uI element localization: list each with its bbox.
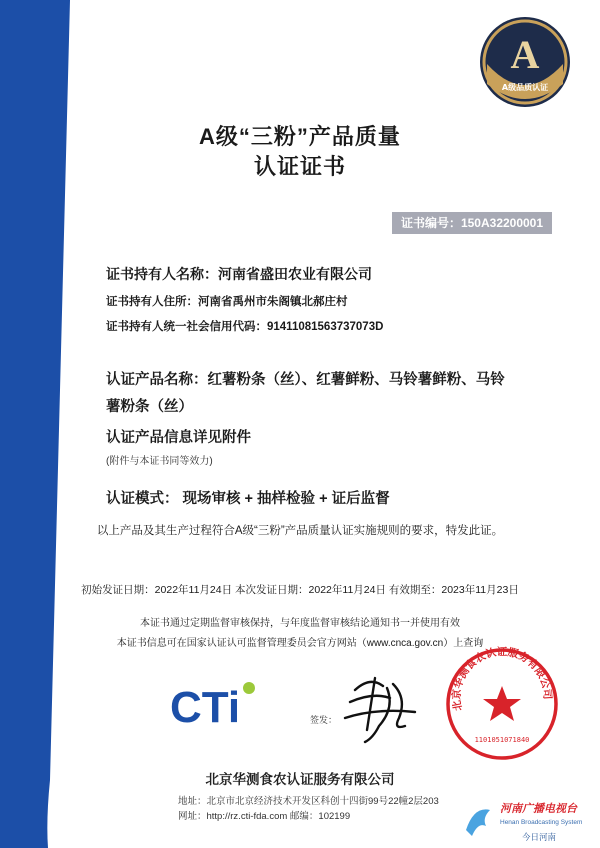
henan-tv-watermark <box>460 796 600 848</box>
product-info-note: (附件与本证书同等效力) <box>106 456 213 467</box>
issuer-address: 地址：北京市北京经济技术开发区科创十四街99号22幢2层203 <box>178 796 439 807</box>
seal-number: 1101051071840 <box>474 736 530 744</box>
holder-address: 证书持有人住所：河南省禹州市朱阁镇北郝庄村 <box>106 296 348 308</box>
signature-label: 签发： <box>310 715 338 725</box>
holder-credit-code: 证书持有人统一社会信用代码：91411081563737073D <box>106 321 384 333</box>
cti-logo-text: CTi <box>170 683 241 730</box>
certificate-number: 证书编号：150A32200001 <box>392 212 552 234</box>
henan-tv-logo-icon <box>466 809 490 836</box>
holder-name: 证书持有人名称：河南省盛田农业有限公司 <box>106 266 372 282</box>
badge-caption: A级品质认证 <box>501 83 549 92</box>
seal-company-text: 北京华测食农认证服务有限公司 <box>450 646 554 712</box>
product-name-line1: 认证产品名称：红薯粉条（丝）、红薯鲜粉、马铃薯鲜粉、马铃 <box>106 372 505 388</box>
a-grade-badge <box>477 14 573 114</box>
certification-statement: 以上产品及其生产过程符合A级“三粉”产品质量认证实施规则的要求，特发此证。 <box>96 525 504 537</box>
watermark-sub: 今日河南 <box>522 833 557 843</box>
watermark-name: 河南广播电视台 <box>500 802 577 815</box>
handwritten-signature <box>335 668 425 748</box>
issuer-company: 北京华测食农认证服务有限公司 <box>205 772 395 787</box>
certification-mode: 认证模式： 现场审核 + 抽样检验 + 证后监督 <box>106 491 390 507</box>
badge-letter: A <box>510 32 540 77</box>
certificate-dates: 初始发证日期：2022年11月24日 本次发证日期：2022年11月24日 有效期至：2023年11月23日 <box>81 584 519 596</box>
certificate-title: A级“三粉”产品质量 <box>199 124 401 149</box>
cti-logo <box>170 680 260 730</box>
product-info: 认证产品信息详见附件 <box>106 430 251 446</box>
certificate-subtitle: 认证证书 <box>253 154 346 179</box>
issuer-web-post: 网址：http://rz.cti-fda.com 邮编：102199 <box>178 811 351 822</box>
note-supervision: 本证书通过定期监督审核保持，与年度监督审核结论通知书一并使用有效 <box>140 618 460 629</box>
note-cnca-query: 本证书信息可在国家认证认可监督管理委员会官方网站（www.cnca.gov.cn）上查询 <box>116 638 484 649</box>
watermark-english: Henan Broadcasting System <box>500 819 583 826</box>
product-name-line2: 薯粉条（丝） <box>106 399 193 415</box>
seal-star-icon <box>483 686 521 721</box>
company-seal <box>444 646 560 762</box>
cti-logo-dot <box>243 682 255 694</box>
